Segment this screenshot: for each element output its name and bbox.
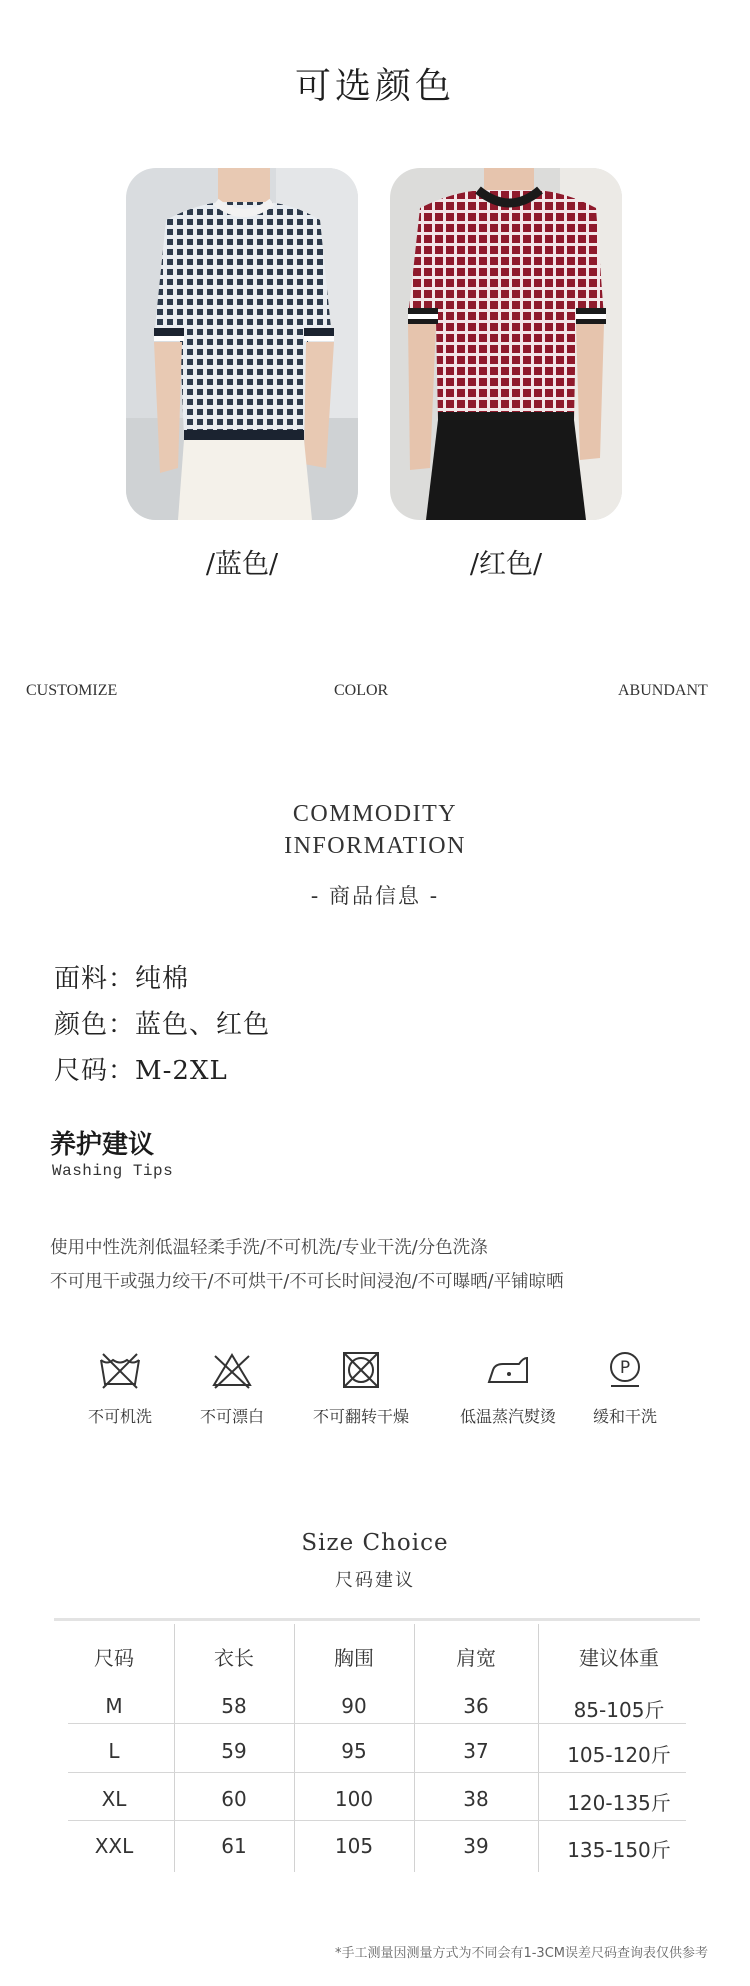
table-cell: 61 <box>221 1834 247 1858</box>
table-header-weight: 建议体重 <box>579 1646 659 1670</box>
table-row-divider <box>68 1772 686 1773</box>
table-cell: 36 <box>463 1694 489 1718</box>
size-footnote: *手工测量因测量方式为不同会有1-3CM误差尺码查询表仅供参考 <box>334 1946 708 1961</box>
table-cell: XXL <box>94 1834 134 1858</box>
care-icon-label: 缓和干洗 <box>592 1407 657 1426</box>
product-photo-blue[interactable] <box>126 168 358 520</box>
spec-fabric: 面料：纯棉 <box>54 964 190 994</box>
table-cell: 37 <box>463 1739 489 1763</box>
table-cell: 60 <box>221 1787 247 1811</box>
table-cell: 90 <box>341 1694 367 1718</box>
care-item-low-steam-iron <box>443 1350 573 1427</box>
table-cell: 58 <box>221 1694 247 1718</box>
spec-colors: 颜色：蓝色、红色 <box>54 1010 271 1040</box>
low-steam-iron-icon <box>485 1350 531 1390</box>
care-icon-label: 不可机洗 <box>87 1407 152 1426</box>
care-line-1: 使用中性洗剂低温轻柔手洗/不可机洗/专业干洗/分色洗涤 <box>50 1238 488 1258</box>
table-row-divider <box>68 1820 686 1821</box>
table-cell: 95 <box>341 1739 367 1763</box>
size-title-cn: 尺码建议 <box>335 1570 415 1591</box>
care-item-gentle-dry-clean <box>560 1350 690 1427</box>
table-header-length: 衣长 <box>214 1646 254 1670</box>
care-item-no-tumble-dry <box>296 1350 426 1427</box>
color-caption-blue: /蓝色/ <box>205 549 279 580</box>
care-title: 养护建议 <box>50 1130 155 1160</box>
commodity-title-line2: INFORMATION <box>284 833 466 859</box>
care-subtitle: Washing Tips <box>52 1162 174 1180</box>
tagline-customize: CUSTOMIZE <box>26 682 118 699</box>
no-tumble-dry-icon <box>338 1350 384 1390</box>
table-header-shoulder: 肩宽 <box>456 1646 496 1670</box>
tagline-color: COLOR <box>334 682 389 699</box>
page-title: 可选颜色 <box>294 66 455 107</box>
size-table <box>54 1618 700 1872</box>
product-photo-red[interactable] <box>390 168 622 520</box>
spec-sizes: 尺码：M-2XL <box>54 1056 228 1086</box>
size-title-en: Size Choice <box>301 1530 449 1556</box>
table-cell: 39 <box>463 1834 489 1858</box>
no-machine-wash-icon <box>97 1350 143 1390</box>
care-icon-label: 不可翻转干燥 <box>312 1407 409 1426</box>
commodity-subtitle: - 商品信息 - <box>310 884 440 908</box>
table-cell: 59 <box>221 1739 247 1763</box>
care-icon-label: 低温蒸汽熨烫 <box>459 1407 556 1426</box>
table-row-divider <box>68 1723 686 1724</box>
table-cell: 105 <box>334 1834 374 1858</box>
color-caption-red: /红色/ <box>469 549 543 580</box>
tagline-abundant: ABUNDANT <box>618 682 708 699</box>
table-cell: M <box>105 1694 123 1718</box>
svg-text:P: P <box>619 1358 631 1378</box>
table-cell: 120-135斤 <box>567 1791 671 1815</box>
table-cell: 105-120斤 <box>567 1743 671 1767</box>
table-cell: 100 <box>334 1787 374 1811</box>
table-top-border <box>54 1618 700 1621</box>
commodity-title <box>0 798 750 862</box>
table-cell: 135-150斤 <box>567 1838 671 1862</box>
care-line-2: 不可甩干或强力绞干/不可烘干/不可长时间浸泡/不可曝晒/平铺晾晒 <box>50 1272 564 1292</box>
tagline-row <box>0 682 750 704</box>
care-item-no-bleach <box>167 1350 297 1427</box>
table-cell: XL <box>101 1787 127 1811</box>
commodity-title-line1: COMMODITY <box>292 801 458 827</box>
table-cell: 85-105斤 <box>573 1698 665 1722</box>
care-item-no-machine-wash <box>55 1350 185 1427</box>
care-icon-label: 不可漂白 <box>199 1407 264 1426</box>
table-cell: L <box>108 1739 120 1763</box>
gentle-dry-clean-icon <box>602 1350 648 1390</box>
no-bleach-icon <box>209 1350 255 1390</box>
table-cell: 38 <box>463 1787 489 1811</box>
table-header-size: 尺码 <box>94 1646 134 1670</box>
table-header-chest: 胸围 <box>334 1646 374 1670</box>
